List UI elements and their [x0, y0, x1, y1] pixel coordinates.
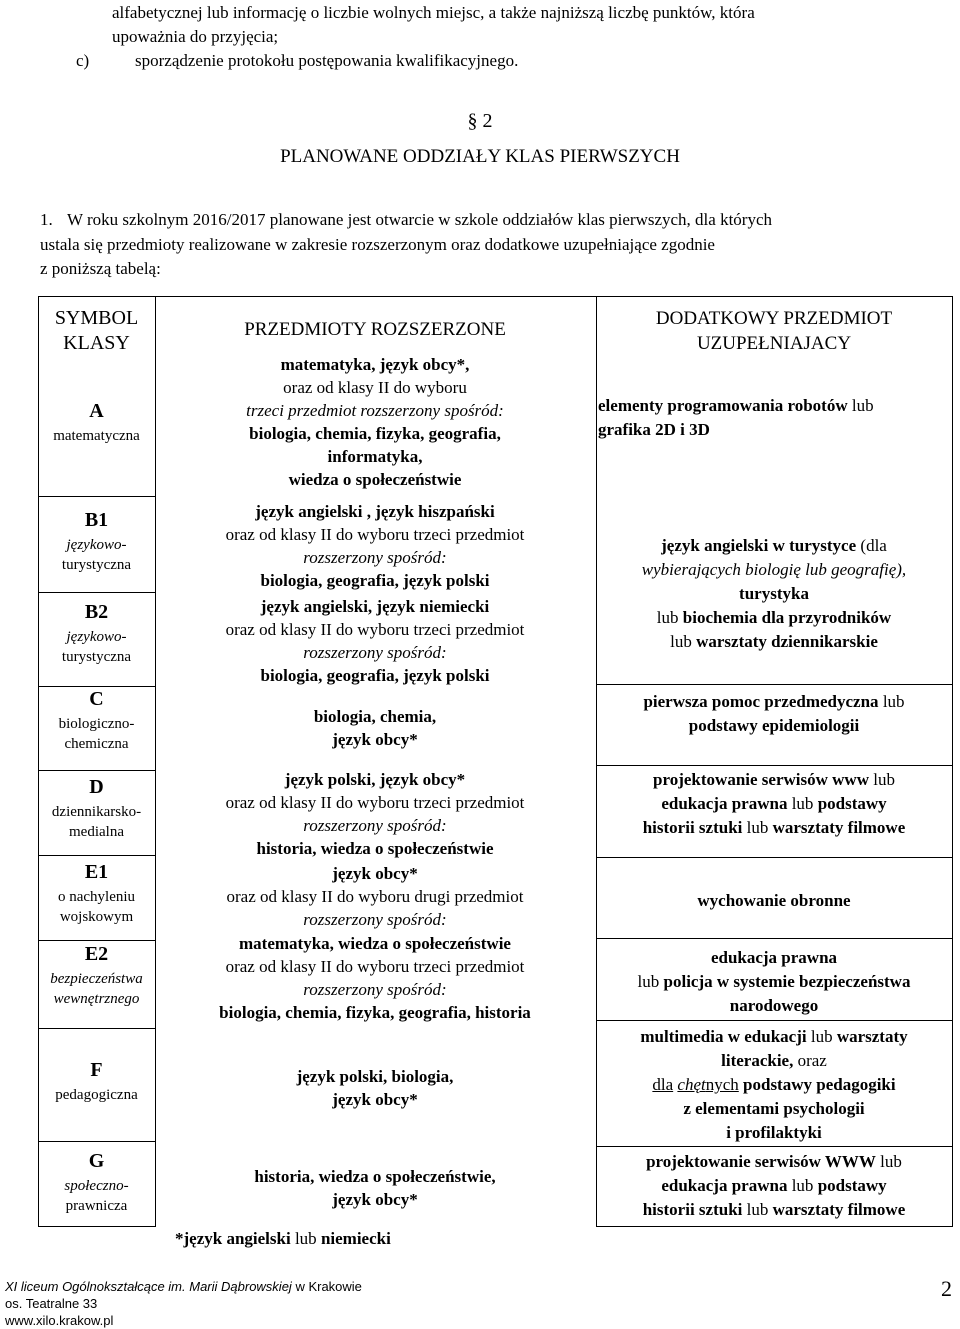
- subjects-line: język polski, język obcy*: [284, 770, 466, 789]
- subjects-line: rozszerzony spośród:: [303, 548, 447, 567]
- class-code: G: [88, 1150, 105, 1172]
- class-E2: [38, 943, 155, 1009]
- subjects-line: oraz od klasy II do wyboru trzeci przedmiot: [225, 793, 525, 812]
- subjects-G: [155, 1165, 595, 1211]
- class-code: E2: [84, 943, 109, 965]
- subjects-C: [155, 705, 595, 751]
- subjects-E1: [155, 862, 595, 931]
- footer-school: XI liceum Ogólnokształcące im. Marii Dąbrowskiej: [5, 1279, 292, 1294]
- class-B1: [38, 509, 155, 575]
- subjects-line: język obcy*: [332, 730, 418, 749]
- header-extra: [596, 306, 952, 356]
- extra-D: projektowanie serwisów www lub edukacja prawna lub podstawy historii sztuki lub warsztaty filmowe: [642, 770, 906, 837]
- subjects-B2: [155, 595, 595, 687]
- class-B2: [38, 601, 155, 667]
- header-symbol-line2: KLASY: [63, 332, 130, 354]
- class-name: językowo-: [66, 629, 127, 645]
- header-subjects: PRZEDMIOTY ROZSZERZONE: [244, 319, 506, 340]
- subjects-footnote: *język angielski lub niemiecki: [175, 1229, 391, 1248]
- section-title: PLANOWANE ODDZIAŁY KLAS PIERWSZYCH: [280, 146, 680, 167]
- extra-G: projektowanie serwisów WWW lub edukacja prawna lub podstawy historii sztuki lub warsztaty filmowe: [642, 1152, 906, 1219]
- extra-F: multimedia w edukacji lub warsztaty literackie, oraz dla chętnych podstawy pedagogiki z elementami psychologii i profilaktyki: [640, 1027, 908, 1142]
- paragraph-line2: ustala się przedmioty realizowane w zakresie rozszerzonym oraz dodatkowe uzupełniające zgodnie: [40, 235, 715, 254]
- class-E1: [38, 861, 155, 927]
- subjects-line: język polski, biologia,: [296, 1067, 454, 1086]
- paragraph-line3: z poniższą tabelą:: [40, 259, 161, 278]
- class-name: turystyczna: [61, 649, 132, 665]
- intro-c-label: c): [76, 51, 90, 70]
- class-name: o nachyleniu: [57, 889, 136, 905]
- extra-E2: edukacja prawna lub policja w systemie bezpieczeństwa narodowego: [637, 948, 911, 1015]
- subjects-line: język angielski , język hiszpański: [255, 502, 495, 521]
- subjects-line: rozszerzony spośród:: [303, 980, 447, 999]
- class-name: prawnicza: [65, 1198, 128, 1214]
- page-number: 2: [941, 1276, 952, 1301]
- subjects-line: oraz od klasy II do wyboru: [283, 378, 467, 397]
- header-extra-line1: DODATKOWY PRZEDMIOT: [655, 308, 893, 329]
- header-symbol: [38, 306, 155, 356]
- paragraph-line1: W roku szkolnym 2016/2017 planowane jest otwarcie w szkole oddziałów klas pierwszych, dla których: [67, 210, 773, 229]
- class-name: bezpieczeństwa: [50, 971, 143, 987]
- intro-line1: alfabetycznej lub informację o liczbie wolnych miejsc, a także najniższą liczbę punktów, która: [112, 3, 755, 22]
- subjects-line: historia, wiedza o społeczeństwie,: [254, 1167, 496, 1186]
- class-D: [38, 776, 155, 842]
- extra-E1: wychowanie obronne: [697, 891, 851, 910]
- subjects-line: historia, wiedza o społeczeństwie: [256, 839, 494, 858]
- subjects-line: język obcy*: [332, 1090, 418, 1109]
- class-code: A: [89, 400, 104, 422]
- subjects-line: wiedza o społeczeństwie: [288, 470, 462, 489]
- class-name: dziennikarsko-: [51, 804, 142, 820]
- class-name: medialna: [69, 824, 124, 840]
- class-code: D: [89, 776, 104, 798]
- header-symbol-line1: SYMBOL: [54, 307, 139, 329]
- class-code: B2: [84, 601, 109, 623]
- subjects-line: matematyka, język obcy*,: [280, 355, 470, 374]
- intro-c-text: sporządzenie protokołu postępowania kwalifikacyjnego.: [135, 51, 519, 70]
- class-name: językowo-: [66, 537, 127, 553]
- class-code: B1: [84, 509, 109, 531]
- subjects-line: biologia, geografia, język polski: [260, 666, 490, 685]
- class-A: [38, 400, 155, 446]
- class-code: C: [89, 688, 104, 710]
- subjects-line: rozszerzony spośród:: [303, 816, 447, 835]
- subjects-line: rozszerzony spośród:: [303, 643, 447, 662]
- class-G: [38, 1150, 155, 1216]
- class-name: społeczno-: [64, 1178, 129, 1194]
- class-C: [38, 688, 155, 754]
- footer-address: [5, 1278, 362, 1329]
- section-number: § 2: [467, 110, 493, 132]
- subjects-line: oraz od klasy II do wyboru trzeci przedmiot: [225, 957, 525, 976]
- subjects-line: informatyka,: [327, 447, 423, 466]
- class-name: turystyczna: [61, 557, 132, 573]
- footer-street: os. Teatralne 33: [5, 1296, 98, 1311]
- subjects-line: język angielski, język niemiecki: [260, 597, 490, 616]
- subjects-line: biologia, geografia, język polski: [260, 571, 490, 590]
- subjects-line: biologia, chemia,: [313, 707, 437, 726]
- class-name: biologiczno-: [58, 716, 135, 732]
- subjects-line: biologia, chemia, fizyka, geografia, historia: [219, 1003, 531, 1022]
- class-name: chemiczna: [64, 736, 129, 752]
- subjects-A: [155, 353, 595, 491]
- footer-city: w Krakowie: [295, 1279, 362, 1294]
- header-extra-line2: UZUPEŁNIAJACY: [696, 333, 852, 354]
- class-name: wewnętrznego: [53, 991, 140, 1007]
- class-name: matematyczna: [53, 428, 140, 444]
- subjects-line: trzeci przedmiot rozszerzony spośród:: [246, 401, 504, 420]
- class-code: E1: [84, 861, 109, 883]
- class-name: wojskowym: [59, 909, 134, 925]
- extra-A: elementy programowania robotów lub grafika 2D i 3D: [598, 396, 874, 439]
- subjects-line: oraz od klasy II do wyboru trzeci przedmiot: [225, 620, 525, 639]
- footer-website: www.xilo.krakow.pl: [5, 1313, 114, 1328]
- subjects-line: język obcy*: [332, 864, 418, 883]
- subjects-line: oraz od klasy II do wyboru drugi przedmiot: [226, 887, 524, 906]
- subjects-line: język obcy*: [332, 1190, 418, 1209]
- subjects-F: [155, 1065, 595, 1111]
- paragraph-number: 1.: [40, 210, 53, 229]
- extra-C: pierwsza pomoc przedmedyczna lub podstawy epidemiologii: [643, 692, 905, 735]
- subjects-B1: [155, 500, 595, 592]
- subjects-line: biologia, chemia, fizyka, geografia,: [249, 424, 501, 443]
- subjects-line: rozszerzony spośród:: [303, 910, 447, 929]
- extra-B: język angielski w turystyce (dla wybierających biologię lub geografię), turystyka lub biochemia dla przyrodników lub warsztaty dziennikarskie: [641, 536, 907, 651]
- intro-line2: upoważnia do przyjęcia;: [112, 27, 279, 46]
- class-name: pedagogiczna: [55, 1087, 138, 1103]
- subjects-D: [155, 768, 595, 860]
- subjects-E2: [155, 932, 595, 1024]
- subjects-line: matematyka, wiedza o społeczeństwie: [239, 934, 511, 953]
- class-code: F: [90, 1059, 103, 1081]
- subjects-line: oraz od klasy II do wyboru trzeci przedmiot: [225, 525, 525, 544]
- class-F: [38, 1059, 155, 1105]
